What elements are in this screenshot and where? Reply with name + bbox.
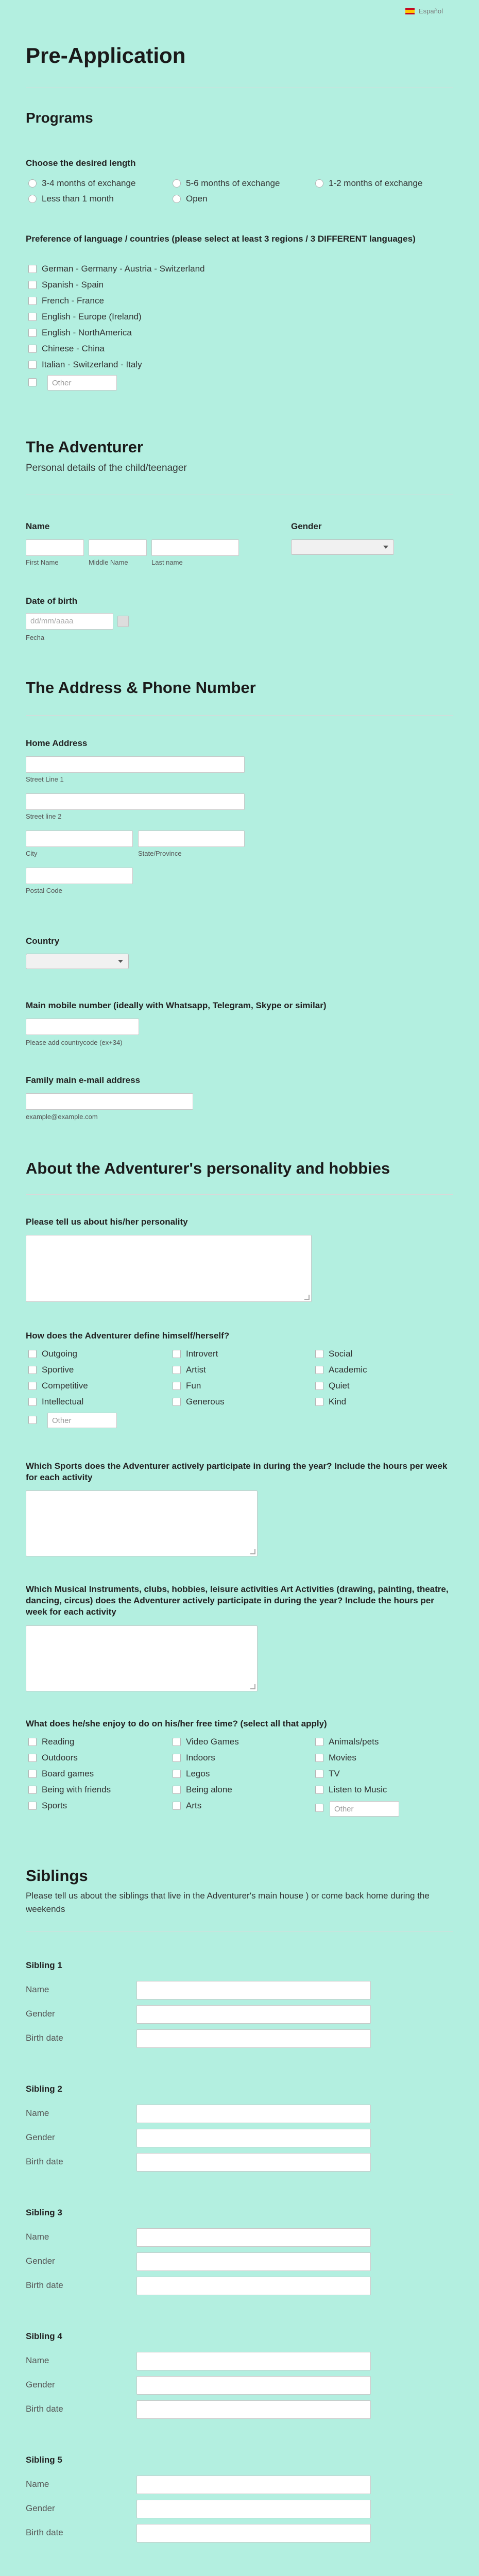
checkbox-outgoing[interactable]: Outgoing: [28, 1349, 77, 1359]
checkbox-sportive[interactable]: Sportive: [28, 1365, 74, 1375]
checkbox-reading[interactable]: Reading: [28, 1737, 74, 1747]
name-label: Name: [26, 521, 50, 531]
checkbox-french[interactable]: French - France: [28, 296, 104, 306]
checkbox-kind[interactable]: Kind: [315, 1397, 346, 1407]
checkbox-spanish[interactable]: Spanish - Spain: [28, 280, 104, 290]
checkbox-icon: [173, 1738, 181, 1746]
checkbox-icon: [28, 1350, 37, 1358]
checkbox-introvert[interactable]: Introvert: [173, 1349, 218, 1359]
checkbox-icon: [315, 1754, 323, 1762]
checkbox-fun[interactable]: Fun: [173, 1381, 201, 1391]
checkbox-animals-pets[interactable]: Animals/pets: [315, 1737, 379, 1747]
checkbox-generous[interactable]: Generous: [173, 1397, 225, 1407]
sibling-row-label: Birth date: [26, 2528, 63, 2537]
checkbox-icon: [173, 1786, 181, 1794]
street-line-1-sublabel: Street Line 1: [26, 775, 64, 783]
checkbox-icon: [28, 1802, 37, 1810]
last-name-input[interactable]: [151, 539, 239, 556]
sibling-row-label: Name: [26, 2355, 49, 2365]
mobile-input[interactable]: [26, 1019, 139, 1035]
mobile-sublabel: Please add countrycode (ex+34): [26, 1039, 123, 1046]
sports-textarea[interactable]: [26, 1490, 258, 1556]
checkbox-indoors[interactable]: Indoors: [173, 1753, 215, 1763]
radio-length-open[interactable]: Open: [173, 194, 208, 204]
adventurer-subtitle: Personal details of the child/teenager: [26, 463, 187, 473]
checkbox-artist[interactable]: Artist: [173, 1365, 206, 1375]
checkbox-competitive[interactable]: Competitive: [28, 1381, 88, 1391]
sibling-row-label: Birth date: [26, 2157, 63, 2166]
checkbox-quiet[interactable]: Quiet: [315, 1381, 350, 1391]
checkbox-icon: [28, 1382, 37, 1390]
sibling-row-label: Birth date: [26, 2033, 63, 2043]
checkbox-icon: [315, 1770, 323, 1778]
checkbox-icon: [315, 1382, 323, 1390]
define-question: How does the Adventurer define himself/herself?: [26, 1331, 230, 1341]
checkbox-icon: [315, 1804, 323, 1812]
sibling-group-title: Sibling 1: [26, 1960, 62, 1970]
sibling-birth-date-input[interactable]: [136, 2153, 371, 2172]
last-name-sublabel: Last name: [151, 558, 183, 566]
divider: [26, 1194, 453, 1195]
language-label: Español: [419, 7, 443, 15]
define-other-input[interactable]: Other: [47, 1413, 117, 1428]
checkbox-define-other[interactable]: [28, 1416, 37, 1424]
checkbox-icon: [173, 1350, 181, 1358]
calendar-icon[interactable]: [117, 616, 129, 627]
checkbox-listen-to-music[interactable]: Listen to Music: [315, 1785, 387, 1795]
sibling-row-label: Birth date: [26, 2280, 63, 2290]
checkbox-icon: [28, 1786, 37, 1794]
email-sublabel: example@example.com: [26, 1113, 98, 1121]
checkbox-movies[interactable]: Movies: [315, 1753, 356, 1763]
sibling-group-title: Sibling 3: [26, 2208, 62, 2217]
postal-code-input[interactable]: [26, 868, 133, 884]
checkbox-being-alone[interactable]: Being alone: [173, 1785, 232, 1795]
state-sublabel: State/Province: [138, 850, 182, 857]
email-input[interactable]: [26, 1093, 193, 1110]
checkbox-icon: [173, 1802, 181, 1810]
checkbox-icon: [173, 1366, 181, 1374]
state-input[interactable]: [138, 831, 245, 847]
siblings-text: Please tell us about the siblings that live in the Adventurer's main house ) or come back home during the weekends: [26, 1891, 430, 1914]
sibling-birth-date-input[interactable]: [136, 2029, 371, 2048]
checkbox-chinese[interactable]: Chinese - China: [28, 344, 105, 354]
sibling-row-label: Birth date: [26, 2404, 63, 2414]
length-question: Choose the desired length: [26, 158, 136, 168]
sports-question: Which Sports does the Adventurer actively participate in during the year? Include the hours per week for each activity: [26, 1461, 448, 1482]
section-title-programs: Programs: [26, 110, 93, 126]
sibling-gender-input[interactable]: [136, 2129, 371, 2147]
checkbox-icon: [28, 378, 37, 386]
checkbox-icon: [28, 1398, 37, 1406]
checkbox-icon: [315, 1350, 323, 1358]
sibling-name-input[interactable]: [136, 1981, 371, 1999]
sibling-row-label: Gender: [26, 2132, 55, 2142]
checkbox-board-games[interactable]: Board games: [28, 1769, 94, 1779]
checkbox-legos[interactable]: Legos: [173, 1769, 210, 1779]
checkbox-pref-other[interactable]: [28, 378, 37, 386]
checkbox-being-with-friends[interactable]: Being with friends: [28, 1785, 111, 1795]
gender-label: Gender: [291, 521, 322, 531]
about-question: Please tell us about his/her personality: [26, 1217, 188, 1227]
radio-circle-icon: [28, 179, 37, 188]
checkbox-icon: [28, 265, 37, 273]
checkbox-icon: [173, 1770, 181, 1778]
sibling-birth-date-input[interactable]: [136, 2524, 371, 2543]
city-sublabel: City: [26, 850, 38, 857]
checkbox-outdoors[interactable]: Outdoors: [28, 1753, 78, 1763]
checkbox-icon: [28, 1754, 37, 1762]
about-textarea[interactable]: [26, 1235, 312, 1302]
checkbox-icon: [315, 1738, 323, 1746]
sibling-row-label: Gender: [26, 2009, 55, 2019]
checkbox-italian[interactable]: Italian - Switzerland - Italy: [28, 360, 142, 370]
checkbox-icon: [28, 361, 37, 369]
postal-code-sublabel: Postal Code: [26, 887, 62, 894]
radio-length-1-2[interactable]: 1-2 months of exchange: [315, 178, 422, 189]
radio-length-less-1[interactable]: Less than 1 month: [28, 194, 114, 204]
sibling-row-label: Name: [26, 2232, 49, 2242]
sibling-name-input[interactable]: [136, 2352, 371, 2370]
checkbox-icon: [28, 1366, 37, 1374]
spain-flag-icon: [405, 8, 415, 14]
music-question: Which Musical Instruments, clubs, hobbies, leisure activities Art Activities (drawing, painting, theatre, dancing, circus) does the Adventurer actively participate in during the year? Include the hours per week for each activity: [26, 1584, 449, 1617]
middle-name-input[interactable]: [89, 539, 147, 556]
sibling-gender-input[interactable]: [136, 2005, 371, 2024]
checkbox-icon: [173, 1398, 181, 1406]
checkbox-icon: [173, 1382, 181, 1390]
checkbox-icon: [28, 1770, 37, 1778]
page-title: Pre-Application: [26, 43, 186, 67]
home-address-label: Home Address: [26, 738, 88, 748]
sibling-row-label: Name: [26, 2108, 49, 2118]
sibling-birth-date-input[interactable]: [136, 2277, 371, 2295]
checkbox-icon: [28, 1738, 37, 1746]
free-time-question: What does he/she enjoy to do on his/her free time? (select all that apply): [26, 1719, 327, 1728]
checkbox-video-games[interactable]: Video Games: [173, 1737, 239, 1747]
checkbox-icon: [315, 1366, 323, 1374]
country-label: Country: [26, 936, 60, 946]
section-title-personality: About the Adventurer's personality and hobbies: [26, 1159, 390, 1177]
sibling-gender-input[interactable]: [136, 2500, 371, 2518]
divider: [26, 715, 453, 716]
sibling-gender-input[interactable]: [136, 2252, 371, 2271]
checkbox-icon: [28, 281, 37, 289]
checkbox-german[interactable]: German - Germany - Austria - Switzerland: [28, 264, 204, 274]
mobile-label: Main mobile number (ideally with Whatsapp, Telegram, Skype or similar): [26, 1001, 327, 1010]
street-line-1-input[interactable]: [26, 756, 245, 773]
section-title-address: The Address & Phone Number: [26, 679, 256, 697]
radio-circle-icon: [315, 179, 323, 188]
checkbox-icon: [173, 1754, 181, 1762]
sibling-group-title: Sibling 4: [26, 2331, 62, 2341]
checkbox-free-other[interactable]: [315, 1804, 323, 1812]
radio-length-3-4[interactable]: 3-4 months of exchange: [28, 178, 135, 189]
middle-name-sublabel: Middle Name: [89, 558, 128, 566]
sibling-row-label: Gender: [26, 2256, 55, 2266]
sibling-birth-date-input[interactable]: [136, 2400, 371, 2419]
sibling-row-label: Name: [26, 2479, 49, 2489]
pref-other-input[interactable]: Other: [47, 375, 117, 391]
checkbox-arts[interactable]: Arts: [173, 1801, 201, 1811]
country-select[interactable]: [26, 954, 129, 969]
radio-circle-icon: [173, 195, 181, 203]
dob-label: Date of birth: [26, 596, 78, 606]
sibling-row-label: Gender: [26, 2503, 55, 2513]
preference-question: Preference of language / countries (please select at least 3 regions / 3 DIFFERENT languages): [26, 234, 416, 244]
gender-select[interactable]: [291, 539, 394, 555]
radio-length-5-6[interactable]: 5-6 months of exchange: [173, 178, 280, 189]
sibling-group-title: Sibling 5: [26, 2455, 62, 2465]
section-title-siblings: Siblings: [26, 1867, 88, 1885]
dob-input[interactable]: dd/mm/aaaa: [26, 613, 113, 630]
section-title-adventurer: The Adventurer: [26, 438, 143, 456]
checkbox-sports[interactable]: Sports: [28, 1801, 67, 1811]
first-name-input[interactable]: [26, 539, 84, 556]
checkbox-tv[interactable]: TV: [315, 1769, 340, 1779]
music-textarea[interactable]: [26, 1625, 258, 1691]
checkbox-icon: [28, 1416, 37, 1424]
dob-sublabel: Fecha: [26, 634, 45, 641]
email-label: Family main e-mail address: [26, 1075, 141, 1085]
checkbox-academic[interactable]: Academic: [315, 1365, 367, 1375]
checkbox-icon: [28, 345, 37, 353]
checkbox-icon: [315, 1398, 323, 1406]
checkbox-english-europe[interactable]: English - Europe (Ireland): [28, 312, 142, 322]
checkbox-icon: [28, 329, 37, 337]
sibling-gender-input[interactable]: [136, 2376, 371, 2395]
checkbox-intellectual[interactable]: Intellectual: [28, 1397, 83, 1407]
radio-circle-icon: [173, 179, 181, 188]
sibling-group-title: Sibling 2: [26, 2084, 62, 2094]
checkbox-icon: [28, 297, 37, 305]
city-input[interactable]: [26, 831, 133, 847]
checkbox-social[interactable]: Social: [315, 1349, 352, 1359]
checkbox-icon: [28, 313, 37, 321]
sibling-row-label: Gender: [26, 2380, 55, 2389]
street-line-2-sublabel: Street line 2: [26, 812, 62, 820]
first-name-sublabel: First Name: [26, 558, 59, 566]
language-selector[interactable]: [405, 7, 443, 15]
sibling-row-label: Name: [26, 1985, 49, 1994]
free-other-input[interactable]: Other: [330, 1801, 399, 1817]
sibling-name-input[interactable]: [136, 2228, 371, 2247]
sibling-name-input[interactable]: [136, 2476, 371, 2494]
checkbox-english-northamerica[interactable]: English - NorthAmerica: [28, 328, 132, 338]
checkbox-icon: [315, 1786, 323, 1794]
street-line-2-input[interactable]: [26, 793, 245, 810]
sibling-name-input[interactable]: [136, 2105, 371, 2123]
radio-circle-icon: [28, 195, 37, 203]
